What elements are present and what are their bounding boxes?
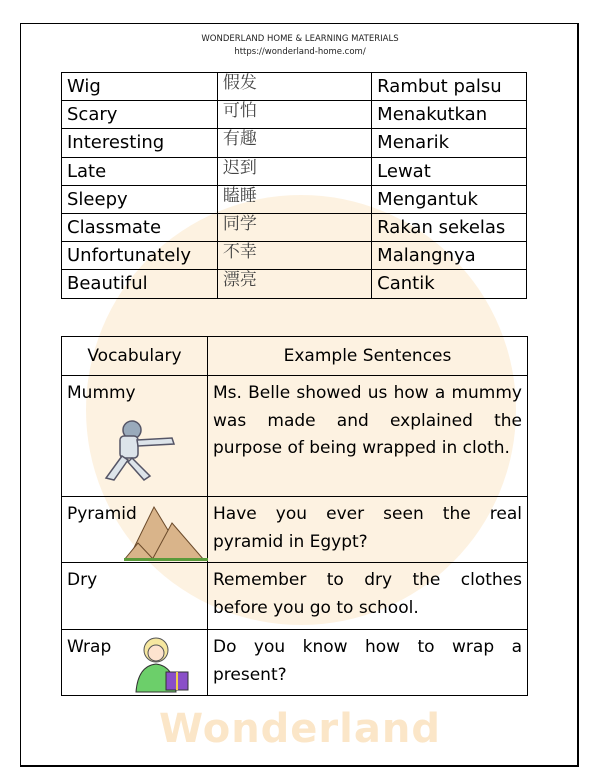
translation-table	[61, 72, 527, 299]
chinese-translation: 可怕	[217, 101, 371, 129]
malay-translation: Menakutkan	[372, 101, 527, 129]
column-header-sentences: Example Sentences	[208, 337, 528, 376]
malay-translation: Malangnya	[372, 242, 527, 270]
header-url: https://wonderland-home.com/	[234, 47, 366, 57]
example-sentence: Ms. Belle showed us how a mummy was made and explained the purpose of being wrapped in cloth.	[208, 376, 528, 497]
table-row	[62, 630, 528, 696]
english-word: Interesting	[62, 129, 218, 157]
pyramids-illustration	[124, 505, 208, 562]
english-word: Late	[62, 157, 218, 185]
girl-wrapping-present-illustration	[128, 634, 198, 694]
example-sentence: Do you know how to wrap a present?	[208, 630, 528, 696]
chinese-translation: 有趣	[217, 129, 371, 157]
malay-translation: Cantik	[372, 270, 527, 298]
chinese-translation: 假发	[217, 73, 371, 101]
header-title: WONDERLAND HOME & LEARNING MATERIALS	[201, 34, 399, 44]
table-row	[62, 213, 527, 241]
malay-translation: Menarik	[372, 129, 527, 157]
table-row	[62, 497, 528, 563]
malay-translation: Rakan sekelas	[372, 213, 527, 241]
malay-translation: Rambut palsu	[372, 73, 527, 101]
mummy-illustration	[92, 416, 182, 486]
watermark-text: Wonderland	[159, 706, 441, 752]
example-sentences-table	[61, 336, 528, 696]
vocab-word: Wrap	[67, 637, 112, 657]
table-row	[62, 376, 528, 497]
malay-translation: Mengantuk	[372, 185, 527, 213]
table-row	[62, 242, 527, 270]
example-sentence: Have you ever seen the real pyramid in Egypt?	[208, 497, 528, 563]
table-row	[62, 101, 527, 129]
table-row	[62, 185, 527, 213]
malay-translation: Lewat	[372, 157, 527, 185]
english-word: Sleepy	[62, 185, 218, 213]
chinese-translation: 瞌睡	[217, 185, 371, 213]
english-word: Scary	[62, 101, 218, 129]
vocab-word: Mummy	[67, 383, 136, 403]
english-word: Classmate	[62, 213, 218, 241]
column-header-vocabulary: Vocabulary	[62, 337, 208, 376]
chinese-translation: 漂亮	[217, 270, 371, 298]
english-word: Beautiful	[62, 270, 218, 298]
table-row	[62, 563, 528, 630]
english-word: Wig	[62, 73, 218, 101]
table-row	[62, 270, 527, 298]
chinese-translation: 不幸	[217, 242, 371, 270]
chinese-translation: 迟到	[217, 157, 371, 185]
table-row	[62, 73, 527, 101]
english-word: Unfortunately	[62, 242, 218, 270]
vocab-word: Dry	[67, 570, 98, 590]
table-row	[62, 129, 527, 157]
document-header	[0, 33, 600, 59]
chinese-translation: 同学	[217, 213, 371, 241]
table-row	[62, 157, 527, 185]
example-sentence: Remember to dry the clothes before you go to school.	[208, 563, 528, 630]
vocab-word: Pyramid	[67, 504, 137, 524]
